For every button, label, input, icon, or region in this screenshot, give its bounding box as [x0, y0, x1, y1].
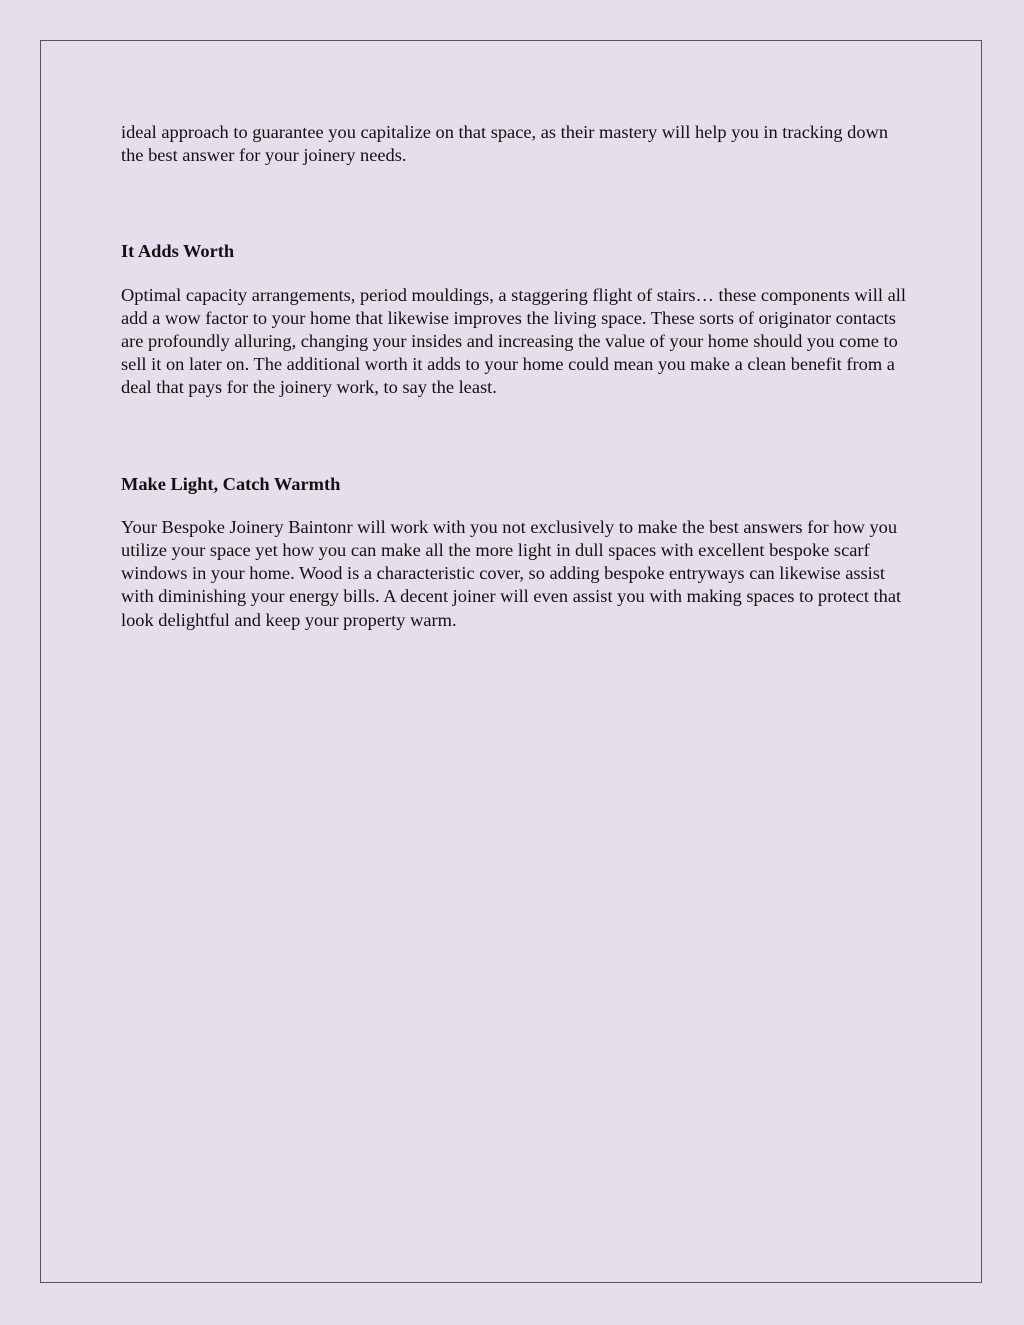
section-body-adds-worth: Optimal capacity arrangements, period mouldings, a staggering flight of stairs… these components will all add a wow factor to your home that likewise improves the living space. These sorts of originator contacts are profoundly alluring, changing your insides and increasing the value of your home should you come to sell it on later on. The additional worth it adds to your home could mean you make a clean benefit from a deal that pays for the joinery work, to say the least. [121, 284, 906, 398]
document-body [121, 121, 911, 632]
intro-paragraph: ideal approach to guarantee you capitalize on that space, as their mastery will help you in tracking down the best answer for your joinery needs. [121, 122, 889, 166]
section-heading-adds-worth: It Adds Worth [121, 241, 235, 262]
section-heading-make-light: Make Light, Catch Warmth [121, 473, 341, 494]
section-body-make-light: Your Bespoke Joinery Baintonr will work with you not exclusively to make the best answers for how you utilize your space yet how you can make all the more light in dull spaces with excellent bespoke scarf windows in your home. Wood is a characteristic cover, so adding bespoke entryways can likewise assist with diminishing your energy bills. A decent joiner will even assist you with making spaces to protect that look delightful and keep your property warm. [121, 516, 902, 630]
